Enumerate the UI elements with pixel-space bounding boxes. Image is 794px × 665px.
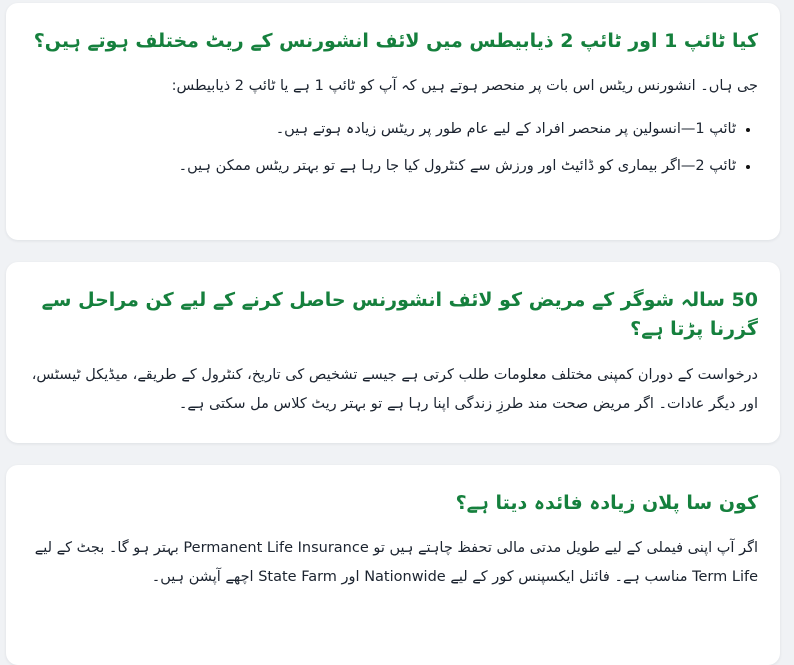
bullet-item-type2: • ٹائپ 2—اگر بیماری کو ڈائیٹ اور ورزش سے کنٹرول کیا جا رہا ہے تو بہتر ریٹس ممکن ہیں۔ [20, 152, 736, 181]
faq-card-diabetes-type-rates [6, 3, 780, 240]
bullet-item-type1: • ٹائپ 1—انسولین پر منحصر افراد کے لیے عام طور پر ریٹس زیادہ ہوتے ہیں۔ [20, 115, 736, 144]
answer-text: اگر آپ اپنی فیملی کے لیے طویل مدتی مالی تحفظ چاہتے ہیں تو Permanent Life Insurance بہتر ہو گا۔ بجٹ کے لیے Term Life مناسب ہے۔ فائنل ایکسپنس کور کے لیے Nationwide اور State Farm اچھے آپشن ہیں۔ [34, 540, 758, 586]
question-heading: 50 سالہ شوگر کے مریض کو لائف انشورنس حاصل کرنے کے لیے کن مراحل سے گزرنا پڑتا ہے؟ [41, 289, 758, 341]
bullet-list [20, 115, 758, 181]
question-heading: کون سا پلان زیادہ فائدہ دیتا ہے؟ [455, 492, 758, 514]
answer-text: جی ہاں۔ انشورنس ریٹس اس بات پر منحصر ہوتے ہیں کہ آپ کو ٹائپ 1 ہے یا ٹائپ 2 ذیابیطس: [171, 78, 758, 95]
faq-card-application-steps [6, 262, 780, 443]
question-heading: کیا ٹائپ 1 اور ٹائپ 2 ذیابیطس میں لائف انشورنس کے ریٹ مختلف ہوتے ہیں؟ [33, 30, 758, 52]
faq-card-best-plan [6, 465, 780, 665]
answer-text: درخواست کے دوران کمپنی مختلف معلومات طلب کرتی ہے جیسے تشخیص کی تاریخ، کنٹرول کے طریقے، میڈیکل ٹیسٹس، اور دیگر عادات۔ اگر مریض صحت مند طرزِ زندگی اپنا رہا ہے تو بہتر ریٹ کلاس مل سکتی ہے۔ [31, 366, 758, 412]
